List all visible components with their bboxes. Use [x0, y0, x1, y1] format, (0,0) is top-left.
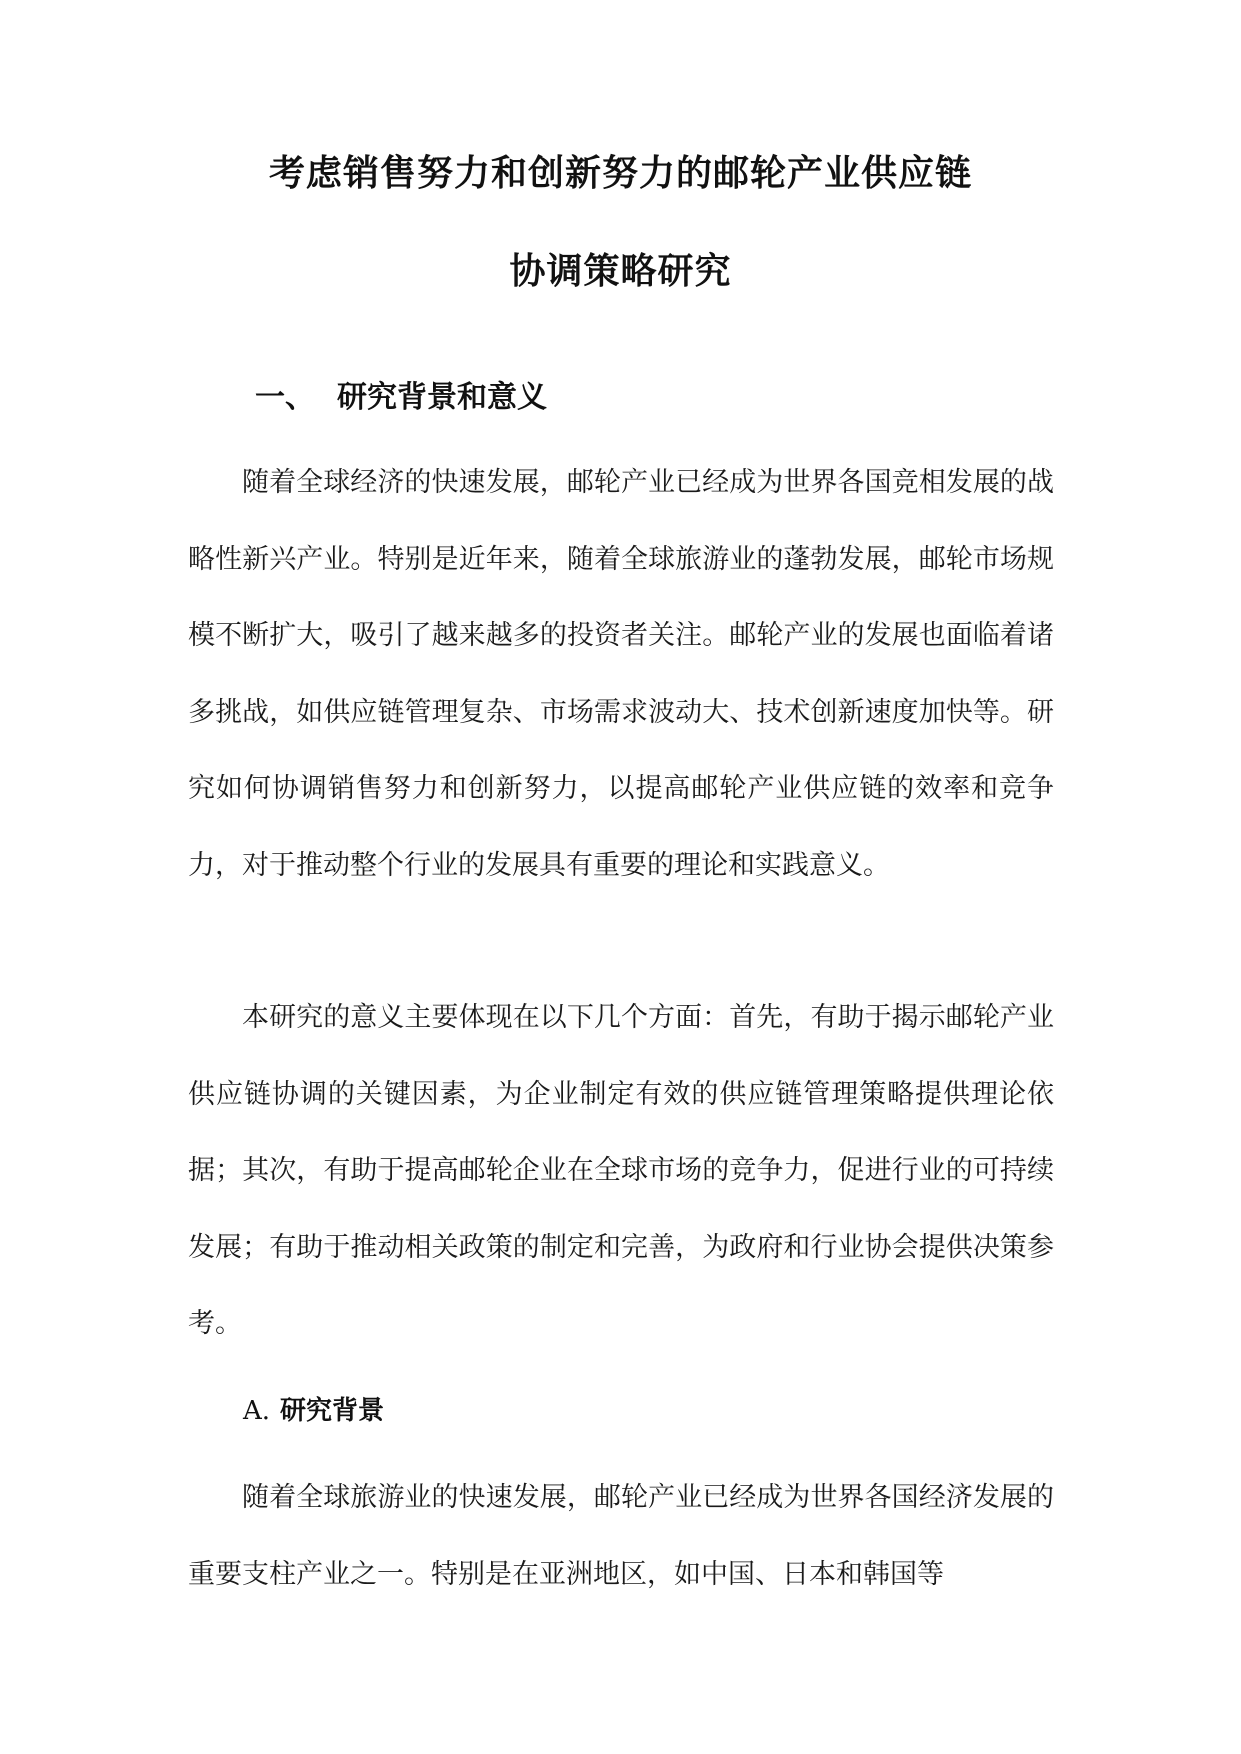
document-title-line-1: 考虑销售努力和创新努力的邮轮产业供应链 [268, 153, 972, 194]
document-title-line-2: 协调策略研究 [509, 251, 732, 292]
body-paragraph: 本研究的意义主要体现在以下几个方面：首先，有助于揭示邮轮产业供应链协调的关键因素，为企业制定有效的供应链管理策略提供理论依据；其次，有助于提高邮轮企业在全球市场的竞争力，促进行业的可持续发展；有助于推动相关政策的制定和完善，为政府和行业协会提供决策参考。 [188, 1002, 1054, 1339]
body-paragraph: 随着全球旅游业的快速发展，邮轮产业已经成为世界各国经济发展的重要支柱产业之一。特别是在亚洲地区，如中国、日本和韩国等 [188, 1482, 1054, 1590]
subsection-heading-text: 研究背景 [280, 1396, 385, 1426]
section-number: 一、 [255, 380, 315, 415]
section-heading-text: 研究背景和意义 [337, 380, 547, 415]
section-heading [255, 378, 547, 418]
subsection-heading [243, 1393, 384, 1429]
body-paragraph: 随着全球经济的快速发展，邮轮产业已经成为世界各国竞相发展的战略性新兴产业。特别是近年来，随着全球旅游业的蓬勃发展，邮轮市场规模不断扩大，吸引了越来越多的投资者关注。邮轮产业的发展也面临着诸多挑战，如供应链管理复杂、市场需求波动大、技术创新速度加快等。研究如何协调销售努力和创新努力，以提高邮轮产业供应链的效率和竞争力，对于推动整个行业的发展具有重要的理论和实践意义。 [188, 467, 1054, 881]
subsection-label: A. [243, 1396, 271, 1426]
